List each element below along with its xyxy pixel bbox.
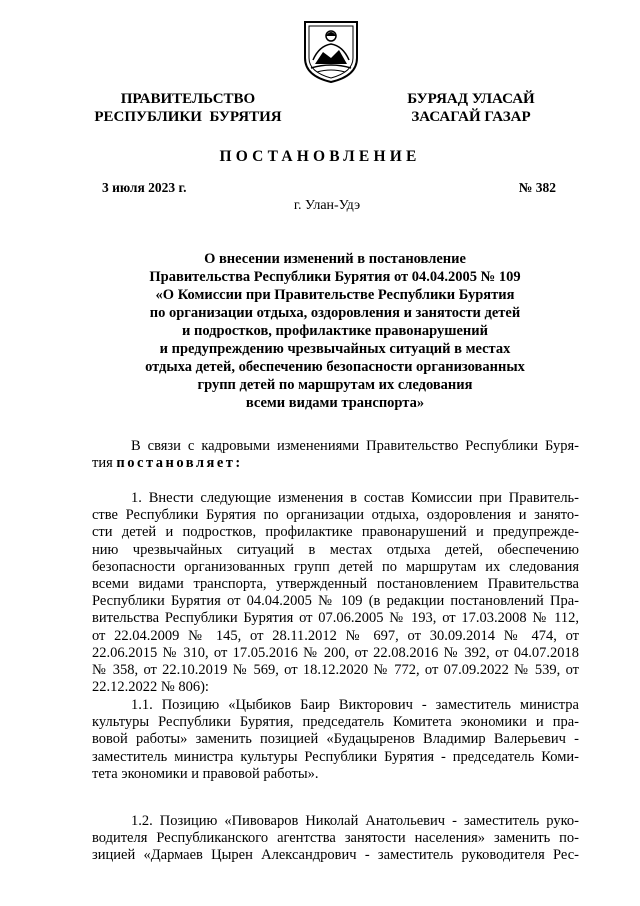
- government-name-bua: БУРЯАД УЛАСАЙ ЗАСАГАЙ ГАЗАР: [407, 91, 535, 125]
- government-name-ru: ПРАВИТЕЛЬСТВО РЕСПУБЛИКИ БУРЯТИЯ: [94, 91, 282, 125]
- document-city: г. Улан-Удэ: [293, 198, 361, 213]
- resolves-keyword: постановляет:: [116, 455, 243, 472]
- paragraph-1: 1. Внести следующие изменения в состав Комиссии при Правитель- стве Республики Бурятия по организации отдыха, оздоровления и занято- сти детей и подростков, профилактике правонарушений и предупрежде- нию чрезвычайных ситуаций в местах отдыха детей, обеспечению безопасности организованных групп детей по маршрутам их следования всеми видами транспорта, утвержденный постановлением Правительства Республики Бурятия от 04.04.2005 № 109 (в редакции постановлений Пра- вительства Республики Бурятия от 07.06.2005 № 193, от 17.03.2008 № 112, от 22.04.2009 № 145, от 28.11.2012 № 697, от 30.09.2014 № 474, от 22.06.2015 № 310, от 17.05.2016 № 200, от 22.08.2016 № 392, от 04.07.2018 № 358, от 22.10.2019 № 569, от 18.12.2020 № 772, от 07.09.2022 № 539, от 22.12.2022 № 806):: [92, 490, 579, 696]
- paragraph-1-2: 1.2. Позицию «Пивоваров Николай Анатольевич - заместитель руко- водителя Республиканского агентства занятости населения» заменить по- зицией «Дармаев Цырен Александрович - заместитель руководителя Рес-: [92, 813, 579, 864]
- paragraph-1-1: 1.1. Позицию «Цыбиков Баир Викторович - заместитель министра культуры Республики Бурятия, председатель Комитета экономики и пра- вовой работы» заменить позицией «Будацыренов Владимир Валерьевич - заместитель министра культуры Республики Бурятия - председатель Коми- тета экономики и правовой работы».: [92, 697, 579, 782]
- document-subject: О внесении изменений в постановление Правительства Республики Бурятия от 04.04.2005 № 109 «О Комиссии при Правительстве Республики Бурятия по организации отдыха, оздоровления и занятости детей и подростков, профилактике правонарушений и предупреждению чрезвычайных ситуаций в местах отдыха детей, обеспечению безопасности организованных групп детей по маршрутам их следования всеми видами транспорта»: [145, 251, 525, 411]
- intro-paragraph: В связи с кадровыми изменениями Правительство Республики Буря- тия постановляет:: [92, 438, 579, 472]
- coat-of-arms-icon: [299, 18, 363, 84]
- document-title: ПОСТАНОВЛЕНИЕ: [219, 148, 421, 165]
- document-date: 3 июля 2023 г.: [102, 180, 187, 195]
- document-number: № 382: [518, 180, 556, 195]
